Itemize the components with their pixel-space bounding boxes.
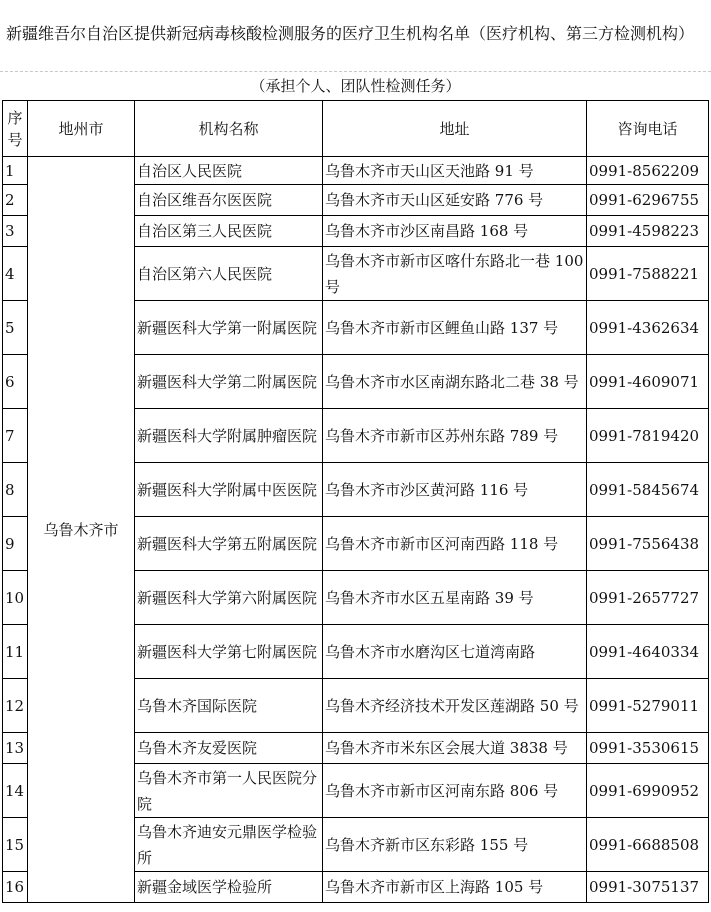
row-number: 16	[3, 872, 28, 903]
institution-name: 新疆金域医学检验所	[135, 872, 323, 903]
institution-name: 新疆医科大学第七附属医院	[135, 625, 323, 679]
column-header-address: 地址	[323, 101, 587, 157]
row-number: 12	[3, 679, 28, 733]
institution-phone: 0991-7588221	[587, 247, 709, 301]
institution-phone: 0991-6296755	[587, 185, 709, 216]
institution-name: 新疆医科大学第二附属医院	[135, 355, 323, 409]
institution-name: 乌鲁木齐市第一人民医院分院	[135, 764, 323, 818]
institution-address: 乌鲁木齐市米东区会展大道 3838 号	[323, 733, 587, 764]
institution-phone: 0991-4598223	[587, 216, 709, 247]
row-number: 7	[3, 409, 28, 463]
row-number: 5	[3, 301, 28, 355]
column-header-city: 地州市	[28, 101, 135, 157]
institution-phone: 0991-5845674	[587, 463, 709, 517]
row-number: 9	[3, 517, 28, 571]
row-number: 4	[3, 247, 28, 301]
institution-address: 乌鲁木齐市水区南湖东路北二巷 38 号	[323, 355, 587, 409]
institution-name: 自治区维吾尔医医院	[135, 185, 323, 216]
institution-name: 新疆医科大学第五附属医院	[135, 517, 323, 571]
row-number: 15	[3, 818, 28, 872]
institution-phone: 0991-7556438	[587, 517, 709, 571]
city-cell: 乌鲁木齐市	[28, 157, 135, 903]
institution-phone: 0991-4640334	[587, 625, 709, 679]
institution-address: 乌鲁木齐市新市区苏州东路 789 号	[323, 409, 587, 463]
column-header-phone: 咨询电话	[587, 101, 709, 157]
row-number: 8	[3, 463, 28, 517]
column-header-no: 序号	[3, 101, 28, 157]
institution-name: 自治区第三人民医院	[135, 216, 323, 247]
institution-address: 乌鲁木齐市新市区河南东路 806 号	[323, 764, 587, 818]
institution-name: 新疆医科大学第六附属医院	[135, 571, 323, 625]
institution-address: 乌鲁木齐市水区五星南路 39 号	[323, 571, 587, 625]
institution-name: 自治区人民医院	[135, 157, 323, 185]
row-number: 13	[3, 733, 28, 764]
institution-table	[2, 100, 709, 903]
institution-address: 乌鲁木齐市新市区上海路 105 号	[323, 872, 587, 903]
row-number: 2	[3, 185, 28, 216]
institution-name: 新疆医科大学第一附属医院	[135, 301, 323, 355]
institution-address: 乌鲁木齐市新市区河南西路 118 号	[323, 517, 587, 571]
table-header-row	[3, 101, 709, 157]
table-row	[3, 157, 709, 185]
institution-phone: 0991-3530615	[587, 733, 709, 764]
institution-phone: 0991-8562209	[587, 157, 709, 185]
institution-name: 新疆医科大学附属肿瘤医院	[135, 409, 323, 463]
institution-address: 乌鲁木齐市天山区天池路 91 号	[323, 157, 587, 185]
institution-phone: 0991-3075137	[587, 872, 709, 903]
institution-name: 乌鲁木齐迪安元鼎医学检验所	[135, 818, 323, 872]
row-number: 1	[3, 157, 28, 185]
institution-phone: 0991-6688508	[587, 818, 709, 872]
institution-phone: 0991-7819420	[587, 409, 709, 463]
institution-address: 乌鲁木齐市天山区延安路 776 号	[323, 185, 587, 216]
column-header-name: 机构名称	[135, 101, 323, 157]
institution-phone: 0991-4362634	[587, 301, 709, 355]
institution-phone: 0991-4609071	[587, 355, 709, 409]
institution-phone: 0991-6990952	[587, 764, 709, 818]
institution-name: 乌鲁木齐国际医院	[135, 679, 323, 733]
document-title: 新疆维吾尔自治区提供新冠病毒核酸检测服务的医疗卫生机构名单（医疗机构、第三方检测机构）	[0, 0, 711, 72]
institution-name: 乌鲁木齐友爱医院	[135, 733, 323, 764]
row-number: 6	[3, 355, 28, 409]
row-number: 14	[3, 764, 28, 818]
row-number: 3	[3, 216, 28, 247]
row-number: 10	[3, 571, 28, 625]
document-subtitle: （承担个人、团队性检测任务）	[250, 77, 461, 95]
row-number: 11	[3, 625, 28, 679]
institution-address: 乌鲁木齐市沙区黄河路 116 号	[323, 463, 587, 517]
institution-phone: 0991-2657727	[587, 571, 709, 625]
institution-name: 新疆医科大学附属中医医院	[135, 463, 323, 517]
institution-address: 乌鲁木齐市水磨沟区七道湾南路	[323, 625, 587, 679]
institution-address: 乌鲁木齐市新市区喀什东路北一巷 100 号	[323, 247, 587, 301]
institution-address: 乌鲁木齐经济技术开发区莲湖路 50 号	[323, 679, 587, 733]
institution-address: 乌鲁木齐市新市区鲤鱼山路 137 号	[323, 301, 587, 355]
institution-phone: 0991-5279011	[587, 679, 709, 733]
table-body	[3, 157, 709, 903]
institution-address: 乌鲁木齐新市区东彩路 155 号	[323, 818, 587, 872]
institution-address: 乌鲁木齐市沙区南昌路 168 号	[323, 216, 587, 247]
institution-name: 自治区第六人民医院	[135, 247, 323, 301]
